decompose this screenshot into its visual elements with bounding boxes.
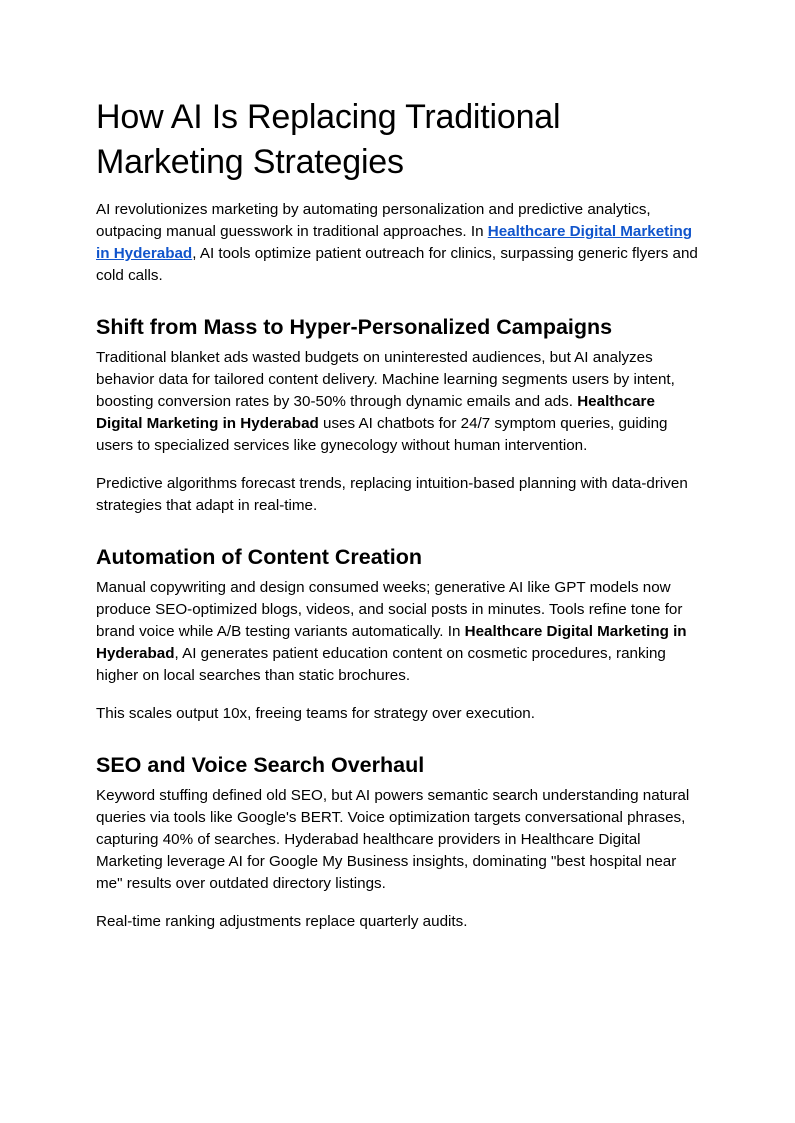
paragraph-text: Manual copywriting and design consumed weeks; generative AI like GPT models now produce SEO-optimized blogs, videos, and social posts in minutes. Tools refine tone for brand voice while A/B testing variants automatically. In [96,579,683,640]
bold-keyword: Healthcare Digital Marketing in Hyderabad [96,393,655,432]
intro-text-end: , AI tools optimize patient outreach for clinics, surpassing generic flyers and cold calls. [96,245,698,284]
section-automation-paragraph-2: This scales output 10x, freeing teams for strategy over execution. [96,705,535,722]
section-heading-automation: Automation of Content Creation [96,545,423,569]
section-personalization-paragraph-1 [96,347,700,457]
document-body [96,95,700,933]
section-seo-paragraph-1: Keyword stuffing defined old SEO, but AI powers semantic search understanding natural queries via tools like Google's BERT. Voice optimization targets conversational phrases, capturing 40% of searches. Hyderabad healthcare providers in Healthcare Digital Marketing leverage AI for Google My Business insights, dominating "best hospital near me" results over outdated directory listings. [96,787,690,892]
healthcare-marketing-link[interactable]: Healthcare Digital Marketing in Hyderabad [96,223,692,262]
section-automation-paragraph-1 [96,577,700,687]
section-personalization-paragraph-2: Predictive algorithms forecast trends, replacing intuition-based planning with data-driven strategies that adapt in real-time. [96,475,688,514]
paragraph-text: uses AI chatbots for 24/7 symptom queries, guiding users to specialized services like gynecology without human intervention. [96,415,668,454]
intro-paragraph [96,199,700,287]
paragraph-text: , AI generates patient education content on cosmetic procedures, ranking higher on local searches than static brochures. [96,645,666,684]
bold-keyword: Healthcare Digital Marketing in Hyderabad [96,623,687,662]
section-heading-personalization: Shift from Mass to Hyper-Personalized Campaigns [96,315,613,339]
page-title: How AI Is Replacing Traditional Marketing Strategies [96,98,561,181]
section-heading-seo: SEO and Voice Search Overhaul [96,753,425,777]
paragraph-text: Traditional blanket ads wasted budgets on uninterested audiences, but AI analyzes behavior data for tailored content delivery. Machine learning segments users by intent, boosting conversion rates by 30-50% through dynamic emails and ads. [96,349,675,410]
section-seo-paragraph-2: Real-time ranking adjustments replace quarterly audits. [96,913,468,930]
intro-text-start: AI revolutionizes marketing by automating personalization and predictive analytics, outpacing manual guesswork in traditional approaches. In [96,201,651,240]
